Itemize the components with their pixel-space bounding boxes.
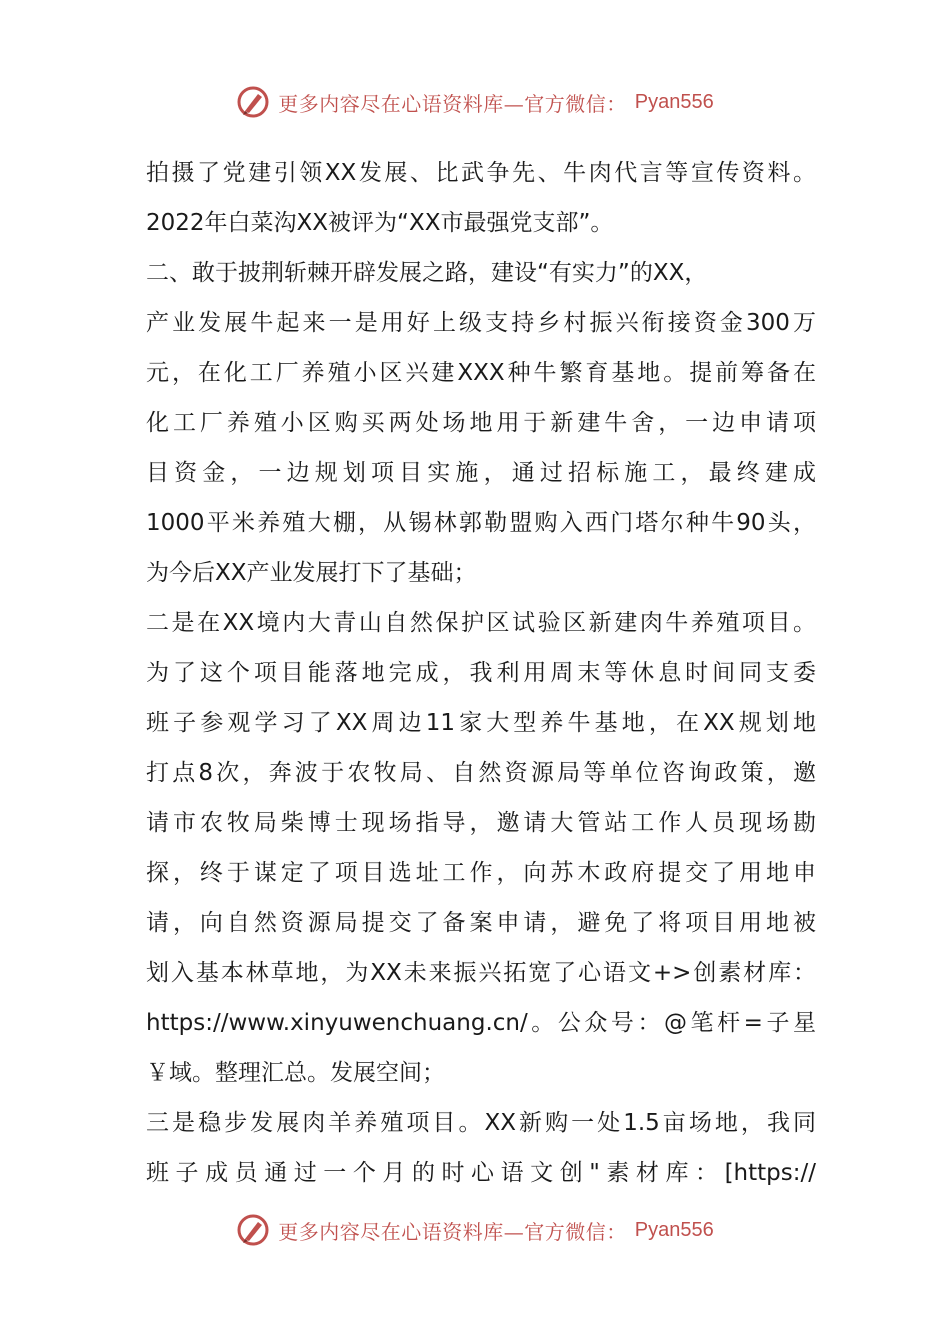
body-line: 2022年白菜沟XX被评为“XX市最强党支部”。: [146, 210, 614, 236]
body-line: 划入基本林草地，为XX未来振兴拓宽了心语文+>创素材库：: [146, 960, 816, 986]
footer-wechat-id: Pyan556: [634, 1218, 714, 1241]
body-line: 班子参观学习了XX周边11家大型养牛基地，在XX规划地: [146, 710, 816, 736]
body-line: 班子成员通过一个月的时心语文创"素材库：[https://: [146, 1160, 816, 1186]
footer-banner-text: 更多内容尽在心语资料库—官方微信：: [278, 1219, 627, 1244]
body-line: 为了这个项目能落地完成，我利用周末等休息时间同支委: [146, 660, 816, 686]
pen-circle-logo-icon: [236, 85, 270, 119]
header-banner-text: 更多内容尽在心语资料库—官方微信：: [278, 91, 627, 116]
header-wechat-id: Pyan556: [634, 90, 714, 113]
document-body: [146, 148, 816, 1198]
body-line: 二是在XX境内大青山自然保护区试验区新建肉牛养殖项目。: [146, 610, 816, 636]
body-line: 拍摄了党建引领XX发展、比武争先、牛肉代言等宣传资料。: [146, 160, 816, 186]
header-banner: [0, 80, 950, 124]
body-line: 打点8次，奔波于农牧局、自然资源局等单位咨询政策，邀: [146, 760, 816, 786]
footer-banner: [0, 1208, 950, 1252]
body-line: 化工厂养殖小区购买两处场地用于新建牛舍，一边申请项: [146, 410, 816, 436]
body-line: ￥域。整理汇总。发展空间；: [146, 1060, 445, 1086]
body-line: 目资金，一边规划项目实施，通过招标施工，最终建成: [146, 460, 816, 486]
body-line: 产业发展牛起来一是用好上级支持乡村振兴衔接资金300万: [146, 310, 816, 336]
pen-circle-logo-icon: [236, 1213, 270, 1247]
body-line: https://www.xinyuwenchuang.cn/。公众号：@笔杆=子星: [146, 1010, 816, 1036]
body-line: 1000平米养殖大棚，从锡林郭勒盟购入西门塔尔种牛90头，: [146, 510, 816, 536]
body-line: 二、敢于披荆斩棘开辟发展之路，建设“有实力”的XX，: [146, 260, 708, 286]
body-line: 元，在化工厂养殖小区兴建XXX种牛繁育基地。提前筹备在: [146, 360, 816, 386]
body-line: 为今后XX产业发展打下了基础；: [146, 560, 477, 586]
body-line: 请市农牧局柴博士现场指导，邀请大管站工作人员现场勘: [146, 810, 816, 836]
body-line: 探，终于谋定了项目选址工作，向苏木政府提交了用地申: [146, 860, 816, 886]
body-line: 请，向自然资源局提交了备案申请，避免了将项目用地被: [146, 910, 816, 936]
body-line: 三是稳步发展肉羊养殖项目。XX新购一处1.5亩场地，我同: [146, 1110, 816, 1136]
